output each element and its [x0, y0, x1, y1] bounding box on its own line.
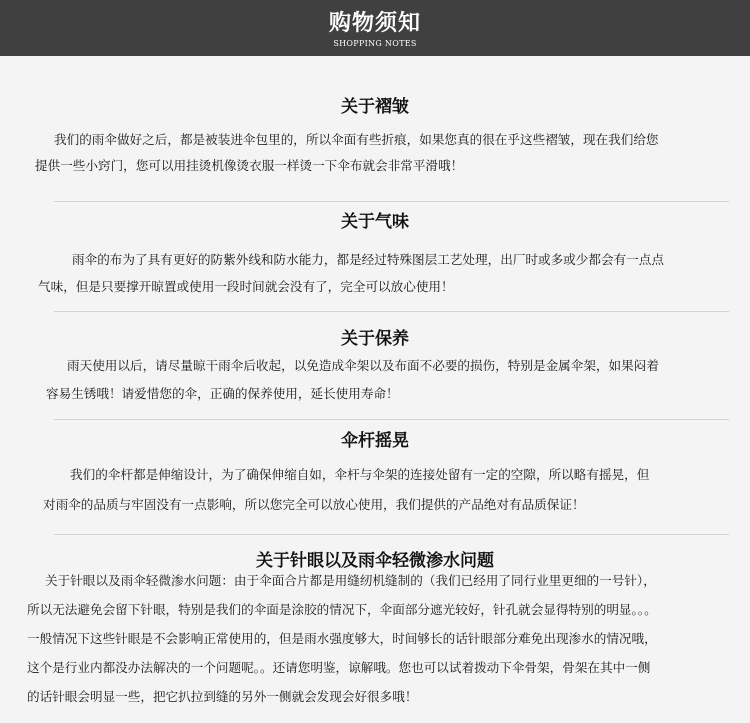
section-line: 这个是行业内都没办法解决的一个问题呢。。还请您明鉴，谅解哦。您也可以试着拨动下伞骨架，骨架在其中一侧 — [27, 660, 651, 675]
section-title-maintenance: 关于保养 — [341, 329, 409, 349]
section-line: 提供一些小窍门，您可以用挂烫机像烫衣服一样烫一下伞布就会非常平滑哦！ — [35, 158, 464, 173]
section-title-odor: 关于气味 — [341, 212, 409, 232]
section-line: 雨伞的布为了具有更好的防紫外线和防水能力，都是经过特殊图层工艺处理，出厂时或多或少都会有一点点 — [72, 252, 664, 267]
section-line: 我们的雨伞做好之后，都是被装进伞包里的，所以伞面有些折痕，如果您真的很在乎这些褶皱，现在我们给您 — [54, 132, 659, 147]
section-line: 容易生锈哦！请爱惜您的伞，正确的保养使用，延长使用寿命！ — [46, 386, 399, 401]
section-line: 雨天使用以后，请尽量晾干雨伞后收起，以免造成伞架以及布面不必要的损伤，特别是金属伞架，如果闷着 — [67, 358, 659, 373]
section-line: 关于针眼以及雨伞轻微渗水问题：由于伞面合片都是用缝纫机缝制的（我们已经用了同行业里更细的一号针）， — [45, 573, 656, 588]
section-title-wrinkles: 关于褶皱 — [341, 97, 409, 117]
page-title: 购物须知 — [328, 11, 421, 36]
section-line: 我们的伞杆都是伸缩设计，为了确保伸缩自如，伞杆与伞架的连接处留有一定的空隙，所以略有摇晃，但 — [70, 467, 650, 482]
page-subtitle: SHOPPING NOTES — [333, 39, 417, 48]
section-title-needle-holes: 关于针眼以及雨伞轻微渗水问题 — [256, 551, 494, 571]
section-line: 一般情况下这些针眼是不会影响正常使用的，但是雨水强度够大，时间够长的话针眼部分难免出现渗水的情况哦， — [27, 631, 657, 646]
section-line: 的话针眼会明显一些，把它扒拉到缝的另外一侧就会发现会好很多哦！ — [27, 689, 418, 704]
section-title-shaft-wobble: 伞杆摇晃 — [341, 431, 409, 451]
divider — [54, 201, 729, 202]
divider — [54, 419, 729, 420]
section-line: 气味，但是只要撑开晾置或使用一段时间就会没有了，完全可以放心使用！ — [38, 279, 454, 294]
section-line: 所以无法避免会留下针眼，特别是我们的伞面是涂胶的情况下，伞面部分遮光较好，针孔就会显得特别的明显。。。 — [27, 602, 657, 617]
header-banner — [0, 0, 750, 56]
divider — [54, 534, 729, 535]
section-line: 对雨伞的品质与牢固没有一点影响，所以您完全可以放心使用，我们提供的产品绝对有品质保证！ — [43, 497, 585, 512]
divider — [54, 311, 729, 312]
